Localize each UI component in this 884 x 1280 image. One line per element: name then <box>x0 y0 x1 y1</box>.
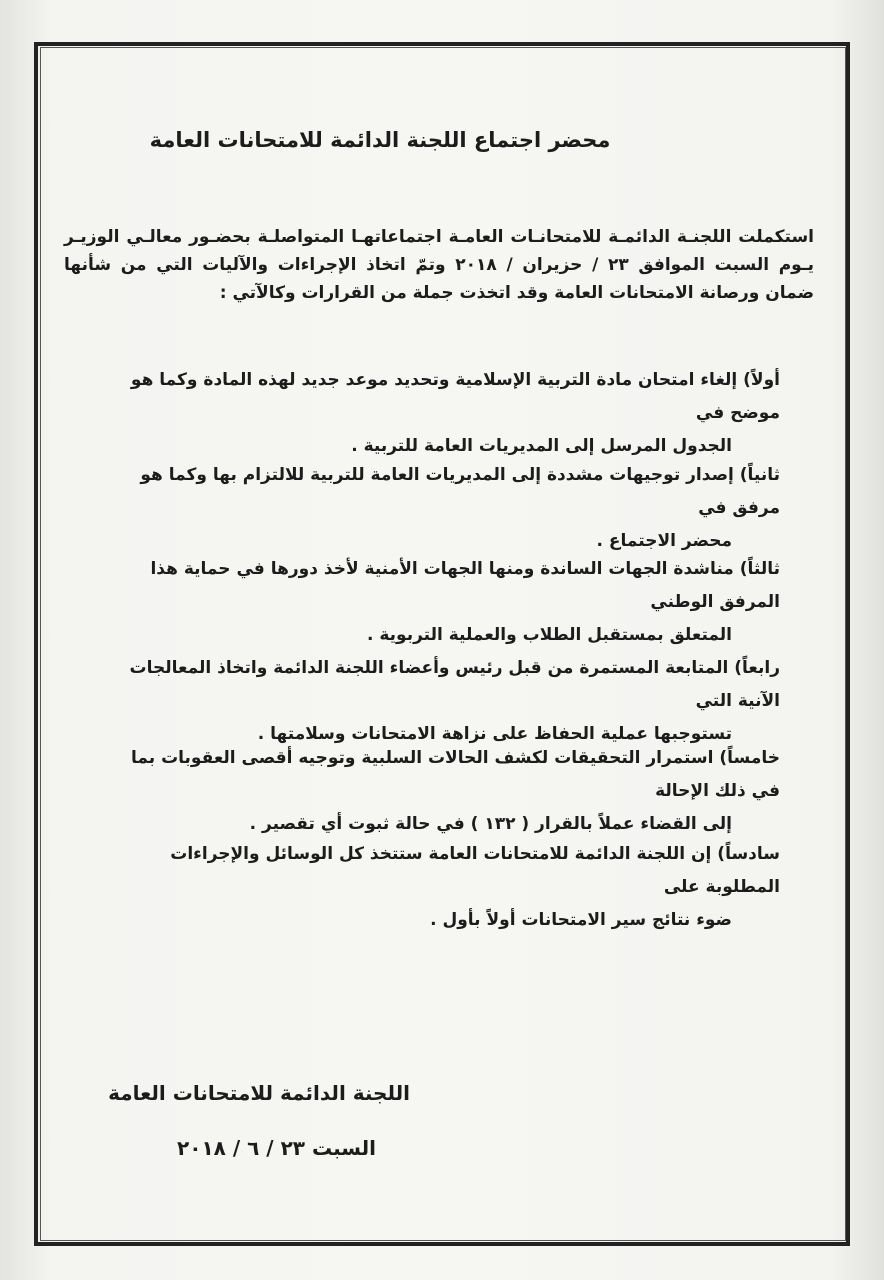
decision-item-3-line2: المتعلق بمستقبل الطلاب والعملية التربوية . <box>366 625 732 645</box>
decision-item-2-line2: محضر الاجتماع . <box>596 531 732 551</box>
decision-item-3 <box>108 553 780 652</box>
decision-item-2 <box>108 459 780 558</box>
intro-paragraph: استكملت اللجنـة الدائمـة للامتحانـات العامـة اجتماعاتهـا المتواصلـة بحضـور معالـي الوزيـر يـوم السبت الموافق ٢٣ / حزيران / ٢٠١٨ وتمّ اتخاذ الإجراءات والآليات التي من شأنها ضمان ورصانة الامتحانات العامة وقد اتخذت جملة من القرارات وكالآتي : <box>64 227 814 303</box>
decision-item-1-line2: الجدول المرسل إلى المديريات العامة للتربية . <box>351 436 732 456</box>
decision-item-1 <box>108 364 780 463</box>
decision-item-2-line1: ثانياً) إصدار توجيهات مشددة إلى المديريات العامة للتربية للالتزام بها وكما هو مرفق في <box>140 465 780 518</box>
signature-date: السبت ٢٣ / ٦ / ٢٠١٨ <box>177 1136 376 1160</box>
decision-item-6 <box>108 838 780 937</box>
decision-item-4-line1: رابعاً) المتابعة المستمرة من قبل رئيس وأعضاء اللجنة الدائمة واتخاذ المعالجات الآنية التي <box>129 658 780 711</box>
signature-committee-name: اللجنة الدائمة للامتحانات العامة <box>108 1081 410 1105</box>
decision-item-5-line1: خامساً) استمرار التحقيقات لكشف الحالات السلبية وتوجيه أقصى العقوبات بما في ذلك الإحالة <box>131 748 780 801</box>
decision-item-5 <box>108 742 780 841</box>
document-title: محضر اجتماع اللجنة الدائمة للامتحانات العامة <box>149 128 611 152</box>
decision-item-6-line2: ضوء نتائج سير الامتحانات أولاً بأول . <box>430 910 732 930</box>
decision-item-6-line1: سادساً) إن اللجنة الدائمة للامتحانات العامة ستتخذ كل الوسائل والإجراءات المطلوبة على <box>170 844 780 897</box>
decision-item-3-line1: ثالثاً) مناشدة الجهات الساندة ومنها الجهات الأمنية لأخذ دورها في حماية هذا المرفق الوطني <box>150 559 780 612</box>
decision-item-4 <box>108 652 780 751</box>
decision-item-1-line1: أولاً) إلغاء امتحان مادة التربية الإسلامية وتحديد موعد جديد لهذه المادة وكما هو موضح في <box>130 370 780 423</box>
decision-item-4-line2: تستوجبها عملية الحفاظ على نزاهة الامتحانات وسلامتها . <box>257 724 732 744</box>
decision-item-5-line2: إلى القضاء عملاً بالقرار ( ١٣٢ ) في حالة ثبوت أي تقصير . <box>249 814 732 834</box>
